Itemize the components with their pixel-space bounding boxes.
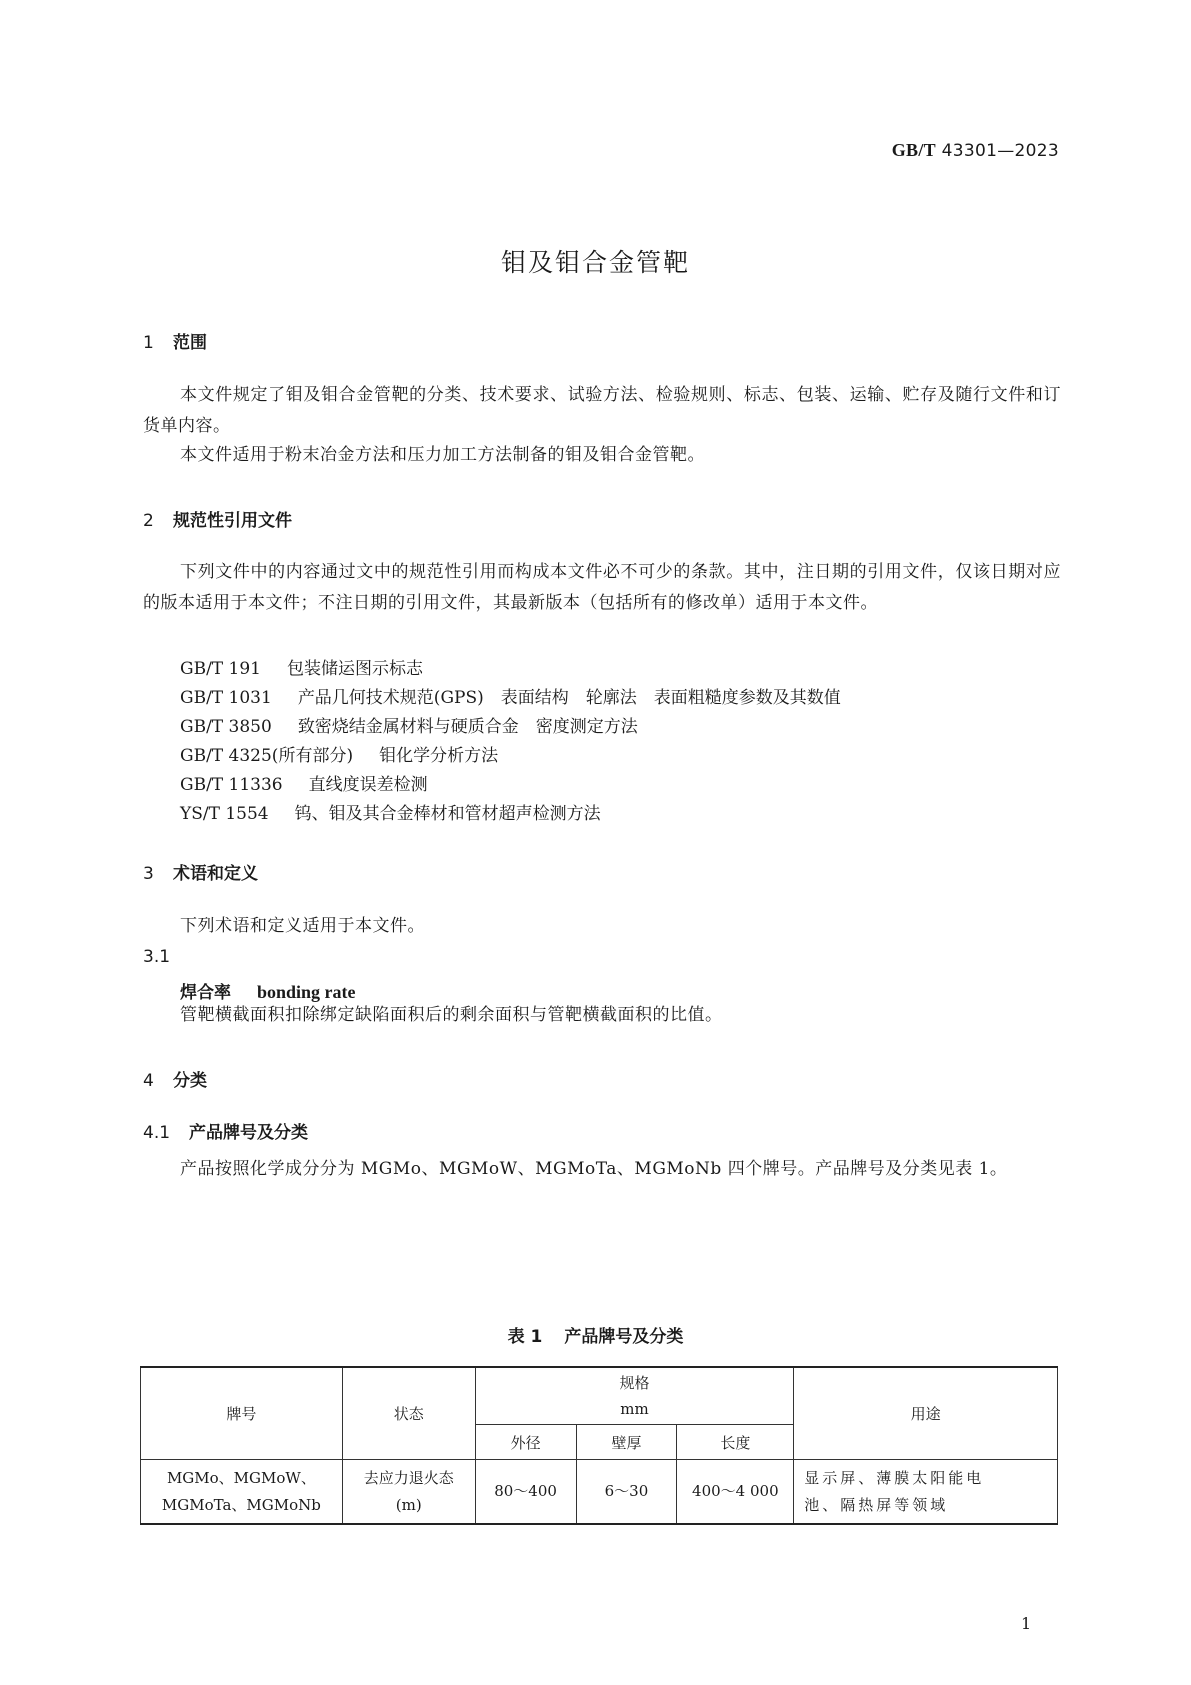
section-2-paragraph-1: 下列文件中的内容通过文中的规范性引用而构成本文件必不可少的条款。其中，注日期的引用文件，仅该日期对应的版本适用于本文件；不注日期的引用文件，其最新版本（包括所有的修改单）适用于本文件。 — [143, 562, 1061, 613]
reference-title: 包装储运图示标志 — [287, 659, 423, 679]
term-name-en: bonding rate — [257, 982, 356, 1002]
table-caption — [0, 1322, 1191, 1347]
cell-usage-line-2: 池、隔热屏等领域 — [804, 1495, 949, 1514]
section-4-heading — [143, 1066, 207, 1091]
table-row — [141, 1460, 1058, 1525]
term-definition: 管靶横截面积扣除绑定缺陷面积后的剩余面积与管靶横截面积的比值。 — [180, 1005, 723, 1025]
term-name-cn: 焊合率 — [180, 983, 231, 1003]
section-3-heading — [143, 859, 258, 884]
header-state: 状态 — [342, 1367, 475, 1460]
header-length: 长度 — [677, 1425, 794, 1460]
section-1-heading — [143, 328, 207, 353]
reference-item — [180, 741, 498, 766]
reference-item — [180, 770, 428, 795]
cell-usage — [794, 1460, 1058, 1525]
table-caption-number: 表 1 — [507, 1327, 543, 1347]
reference-code: YS/T 1554 — [180, 804, 269, 824]
table-header-row — [141, 1367, 1058, 1425]
cell-grade-line-2: MGMoTa、MGMoNb — [161, 1495, 321, 1514]
reference-title: 钼化学分析方法 — [379, 746, 499, 766]
section-4-1-paragraph-1: 产品按照化学成分分为 MGMo、MGMoW、MGMoTa、MGMoNb 四个牌号。产品牌号及分类见表 1。 — [180, 1159, 1008, 1179]
standard-number — [892, 140, 1059, 161]
reference-item — [180, 712, 638, 737]
header-spec-label: 规格 — [619, 1374, 650, 1392]
section-4-1-title: 产品牌号及分类 — [189, 1123, 308, 1143]
cell-grade-line-1: MGMo、MGMoW、 — [166, 1468, 316, 1487]
reference-code: GB/T 3850 — [180, 717, 272, 737]
standard-number-value: 43301—2023 — [941, 141, 1059, 161]
section-1-paragraph-2: 本文件适用于粉末冶金方法和压力加工方法制备的钼及钼合金管靶。 — [180, 445, 705, 465]
section-3-paragraph-1: 下列术语和定义适用于本文件。 — [180, 916, 425, 936]
header-grade: 牌号 — [141, 1367, 343, 1460]
section-1-number: 1 — [143, 333, 154, 353]
section-4-title: 分类 — [173, 1071, 207, 1091]
reference-title: 钨、钼及其合金棒材和管材超声检测方法 — [294, 804, 601, 824]
cell-state — [342, 1460, 475, 1525]
header-spec-unit: mm — [620, 1400, 649, 1418]
reference-title: 致密烧结金属材料与硬质合金 密度测定方法 — [297, 717, 638, 737]
reference-item — [180, 683, 841, 708]
cell-state-line-2: (m) — [395, 1495, 422, 1514]
section-4-1-number: 4.1 — [143, 1123, 171, 1143]
table-caption-title: 产品牌号及分类 — [564, 1327, 684, 1347]
reference-code: GB/T 1031 — [180, 688, 272, 708]
section-3-number: 3 — [143, 864, 154, 884]
document-title: 钼及钼合金管靶 — [500, 248, 690, 277]
reference-code: GB/T 11336 — [180, 775, 283, 795]
header-outer-diameter: 外径 — [475, 1425, 576, 1460]
reference-item — [180, 799, 601, 824]
page-number: 1 — [1021, 1614, 1032, 1633]
reference-code: GB/T 191 — [180, 659, 261, 679]
header-wall-thickness: 壁厚 — [576, 1425, 677, 1460]
standard-code: GB/T — [891, 140, 936, 160]
section-1-title: 范围 — [173, 333, 207, 353]
cell-usage-line-1: 显示屏、薄膜太阳能电 — [804, 1468, 985, 1487]
reference-code: GB/T 4325(所有部分) — [180, 746, 354, 766]
cell-grade — [141, 1460, 343, 1525]
header-spec — [475, 1367, 794, 1425]
header-usage: 用途 — [794, 1367, 1058, 1460]
section-2-title: 规范性引用文件 — [173, 511, 292, 531]
reference-title: 直线度误差检测 — [308, 775, 428, 795]
cell-wall-thickness: 6～30 — [576, 1460, 677, 1525]
cell-outer-diameter: 80～400 — [475, 1460, 576, 1525]
section-1-paragraph-1: 本文件规定了钼及钼合金管靶的分类、技术要求、试验方法、检验规则、标志、包装、运输、贮存及随行文件和订货单内容。 — [143, 385, 1061, 436]
reference-title: 产品几何技术规范(GPS) 表面结构 轮廓法 表面粗糙度参数及其数值 — [297, 688, 841, 708]
section-3-title: 术语和定义 — [173, 864, 258, 884]
section-4-number: 4 — [143, 1071, 154, 1091]
section-2-number: 2 — [143, 511, 154, 531]
term-number: 3.1 — [143, 947, 171, 967]
reference-item — [180, 654, 423, 679]
cell-length: 400～4 000 — [677, 1460, 794, 1525]
section-4-1-heading — [143, 1118, 308, 1143]
product-grade-table — [140, 1366, 1058, 1525]
section-2-heading — [143, 506, 292, 531]
cell-state-line-1: 去应力退火态 — [363, 1468, 454, 1487]
